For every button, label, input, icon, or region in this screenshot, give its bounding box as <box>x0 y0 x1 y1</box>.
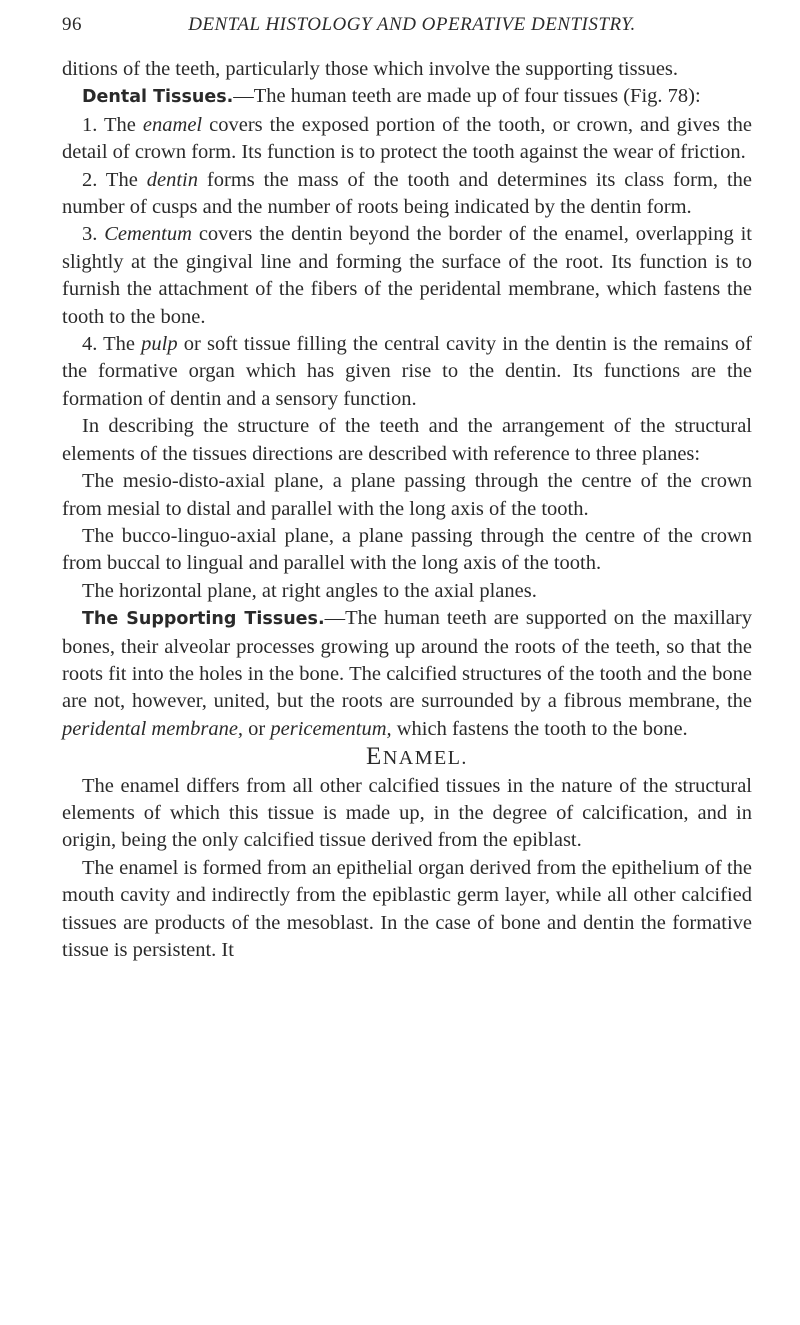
list-item-prefix: 2. The <box>82 168 147 191</box>
section-heading-enamel <box>62 743 752 772</box>
paragraph-text: which fastens the tooth to the bone. <box>391 717 688 740</box>
run-in-heading-dental-tissues: Dental Tissues. <box>82 87 234 108</box>
running-title: DENTAL HISTOLOGY AND OPERATIVE DENTISTRY. <box>188 14 636 35</box>
paragraph-horizontal-plane: The horizontal plane, at right angles to the axial planes. <box>82 579 537 602</box>
list-item-prefix: 4. The <box>82 333 142 356</box>
page-number: 96 <box>62 14 82 35</box>
section-heading-rest: NAMEL. <box>382 747 468 770</box>
list-item-text: covers the exposed portion of the tooth, or crown, and gives the detail of crown form. Its function is to protect the tooth against the wear of friction. <box>62 113 752 164</box>
term-pericementum: pericementum, <box>270 717 392 740</box>
page-body <box>62 56 752 964</box>
paragraph-text: or <box>243 717 271 740</box>
term-pulp: pulp <box>141 333 178 356</box>
term-dentin: dentin <box>146 168 198 191</box>
list-item-prefix: 1. The <box>82 113 143 136</box>
paragraph-enamel-formation: The enamel is formed from an epithelial organ derived from the epithelium of the mouth cavity and indirectly from the epiblastic germ layer, while all other calcified tissues are products of the mesoblast. In the case of bone and dentin the formative tissue is persistent. It <box>62 856 752 961</box>
paragraph-dental-tissues <box>62 83 752 111</box>
paragraph-enamel-differs: The enamel differs from all other calcified tissues in the nature of the structural elements of which this tissue is made up, in the degree of calcification, and in origin, being the only calcified tissue derived from the epiblast. <box>62 774 752 852</box>
paragraph-planes-intro: In describing the structure of the teeth and the arrangement of the structural elements of the tissues directions are described with reference to three planes: <box>62 415 752 465</box>
list-item-dentin <box>62 167 752 222</box>
list-item-cementum <box>62 221 752 331</box>
running-header <box>62 14 752 36</box>
paragraph-text: —The human teeth are supported on the maxillary bones, their alveolar processes growing up around the roots of the teeth, so that the roots fit into the holes in the bone. The calcified structures of the tooth and the bone are not, however, united, but the roots are surrounded by a fibrous membrane, the <box>62 607 753 713</box>
paragraph-bucco-linguo-axial: The bucco-linguo-axial plane, a plane passing through the centre of the crown from buccal to lingual and parallel with the long axis of the tooth. <box>62 524 752 575</box>
term-enamel: enamel <box>142 113 203 136</box>
paragraph-text: —The human teeth are made up of four tissues (Fig. 78): <box>233 85 701 108</box>
term-peridental-membrane: peridental membrane, <box>62 717 244 740</box>
paragraph-continued: ditions of the teeth, particularly those which involve the supporting tissues. <box>62 58 679 80</box>
paragraph-mesio-disto-axial: The mesio-disto-axial plane, a plane passing through the centre of the crown from mesial to distal and parallel with the long axis of the tooth. <box>62 470 752 520</box>
list-item-enamel <box>62 112 752 167</box>
list-item-text: covers the dentin beyond the border of the enamel, overlapping it slightly at the gingival line and forming the surface of the root. Its function is to furnish the attachment of the fibers of the peridental membrane, which fastens the tooth to the bone. <box>62 223 752 328</box>
list-item-prefix: 3. <box>82 223 105 246</box>
list-item-text: or soft tissue filling the central cavity in the dentin is the remains of the formative organ which has given rise to the dentin. Its functions are the formation of dentin and a sensory function. <box>62 333 752 410</box>
list-item-pulp <box>62 331 752 413</box>
term-cementum: Cementum <box>104 223 192 246</box>
section-heading-initial: E <box>366 743 383 771</box>
list-item-text: forms the mass of the tooth and determines its class form, the number of cusps and the number of roots being indicated by the dentin form. <box>62 168 752 219</box>
run-in-heading-supporting-tissues: The Supporting Tissues. <box>82 609 325 630</box>
paragraph-supporting-tissues <box>62 605 752 743</box>
